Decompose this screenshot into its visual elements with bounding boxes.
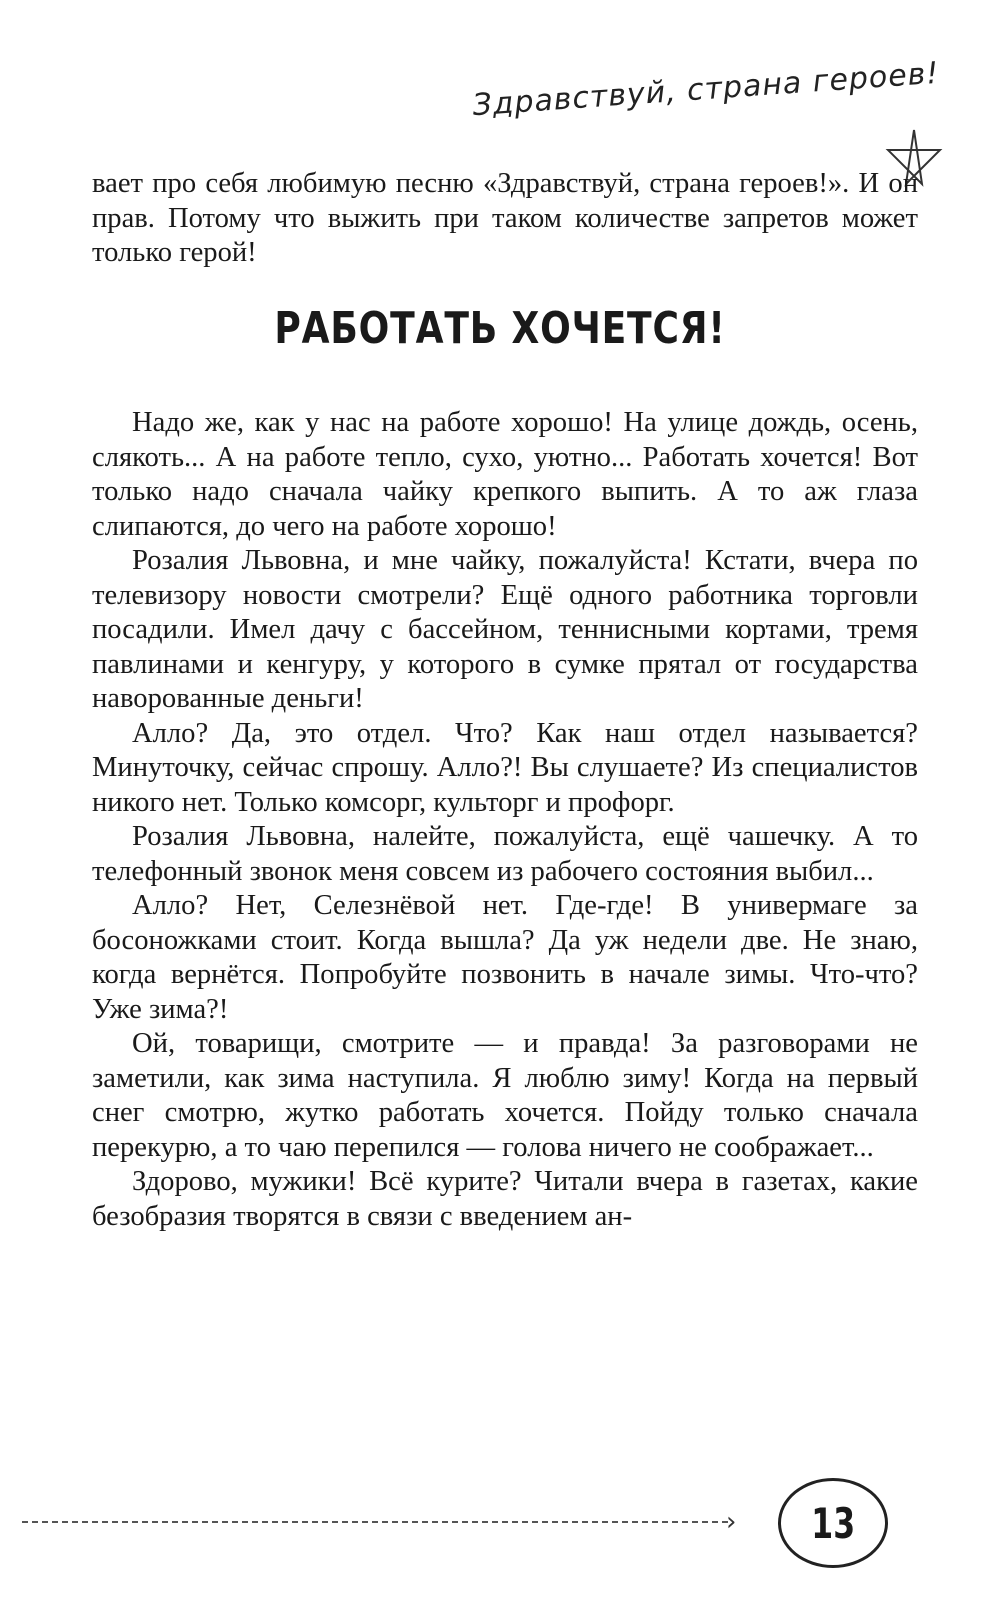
section-title: РАБОТАТЬ ХОЧЕТСЯ! (274, 303, 726, 354)
paragraph: Надо же, как у нас на работе хорошо! На улице дождь, осень, слякоть... А на работе тепло, сухо, уютно... Работать хочется! Вот только надо сначала чайку крепкого выпить. А то аж глаза слипаются, до чего на работе хорошо! (92, 407, 918, 542)
arrow-right-icon: › (726, 1507, 737, 1537)
paragraph: Алло? Да, это отдел. Что? Как наш отдел называется? Минуточку, сейчас спрошу. Алло?! Вы слушаете? Из специалистов никого нет. Только комсорг, культорг и профорг. (92, 717, 918, 818)
page-number: 13 (811, 1498, 855, 1548)
chapter-header-script: Здравствуй, страна героев! (471, 55, 941, 124)
paragraph: Розалия Львовна, и мне чайку, пожалуйста! Кстати, вчера по телевизору новости смотрели? Ещё одного работника торговли посадили. Имел дачу с бассейном, теннисными кортами, тремя павлинами и кенгуру, у которого в сумке прятал от государства наворованные деньги! (92, 545, 918, 714)
article-body (92, 406, 918, 1234)
paragraph: Розалия Львовна, налейте, пожалуйста, ещё чашечку. А то телефонный звонок меня совсем из рабочего состояния выбил... (92, 821, 918, 887)
page-number-badge (778, 1478, 888, 1568)
paragraph: Алло? Нет, Селезнёвой нет. Где-где! В универмаге за босоножками стоит. Когда вышла? Да уж недели две. Не знаю, когда вернётся. Попробуйте позвонить в начале зимы. Что-что? Уже зима?! (92, 890, 918, 1025)
intro-paragraph: вает про себя любимую песню «Здравствуй, страна героев!». И он прав. Потому что выжить при таком количестве запретов может только герой! (92, 168, 918, 268)
paragraph: Здорово, мужики! Всё курите? Читали вчера в газетах, какие безобразия творятся в связи с введением ан- (92, 1166, 918, 1232)
footer-dashed-line (22, 1521, 728, 1525)
paragraph: Ой, товарищи, смотрите — и правда! За разговорами не заметили, как зима наступила. Я люблю зиму! Когда на первый снег смотрю, жутко работать хочется. Пойду только сначала перекурю, а то чаю перепился — голова ничего не соображает... (92, 1028, 918, 1163)
